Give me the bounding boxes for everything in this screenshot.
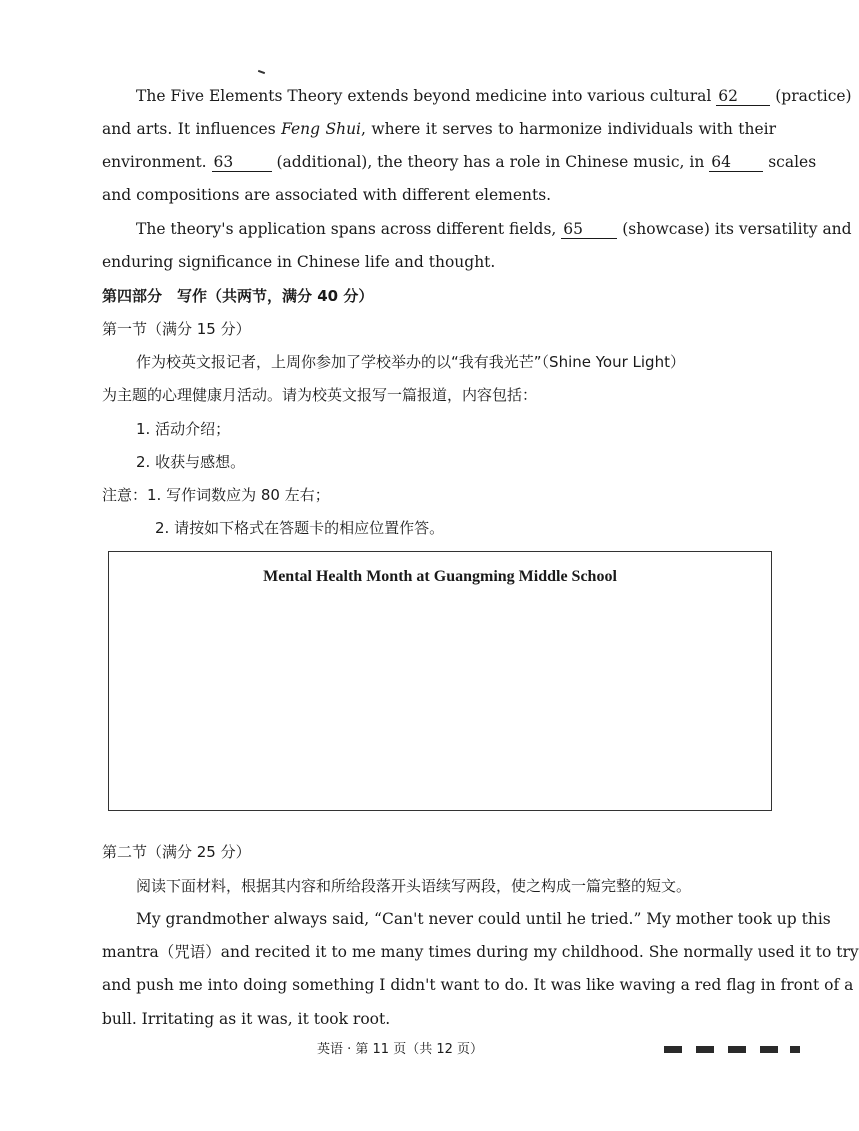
story-line-1: My grandmother always said, “Can't never could until he tried.” My mother took up this xyxy=(136,910,831,928)
task-item-1: 1. 活动介绍； xyxy=(136,420,231,438)
essay-answer-box[interactable] xyxy=(108,551,772,811)
page-footer: 英语 · 第 11 页（共 12 页） xyxy=(316,1042,483,1057)
passage-text: (showcase) its versatility and xyxy=(622,220,852,238)
passage-text: (additional), the theory has a role in Chinese music, in xyxy=(276,153,705,171)
passage-line-2 xyxy=(102,118,776,140)
blank-65[interactable]: 65 xyxy=(561,220,617,239)
section-two-instruction: 阅读下面材料，根据其内容和所给段落开头语续写两段，使之构成一篇完整的短文。 xyxy=(136,877,692,895)
footer-marker xyxy=(728,1046,746,1053)
passage-text: (practice) xyxy=(775,87,852,105)
task-line-1: 作为校英文报记者，上周你参加了学校举办的以“我有我光芒”（Shine Your Light） xyxy=(136,353,685,371)
passage-text: The theory's application spans across different fields, xyxy=(136,220,557,238)
footer-marker xyxy=(664,1046,682,1053)
story-line-2: mantra（咒语）and recited it to me many times during my childhood. She normally used it to try xyxy=(102,943,859,961)
story-line-3: and push me into doing something I didn't want to do. It was like waving a red flag in front of a xyxy=(102,976,854,994)
story-line-4: bull. Irritating as it was, it took root. xyxy=(102,1010,391,1028)
task-item-2: 2. 收获与感想。 xyxy=(136,453,246,471)
feng-shui-term: Feng Shui xyxy=(281,120,362,138)
passage-line-3 xyxy=(102,151,817,173)
essay-title: Mental Health Month at Guangming Middle School xyxy=(263,568,617,585)
scan-mark xyxy=(258,70,265,74)
passage-line-5 xyxy=(136,218,852,240)
footer-marker xyxy=(790,1046,800,1053)
passage-text: environment. xyxy=(102,153,207,171)
blank-62[interactable]: 62 xyxy=(716,87,770,106)
footer-marker xyxy=(760,1046,778,1053)
passage-text: The Five Elements Theory extends beyond medicine into various cultural xyxy=(136,87,712,105)
passage-line-1 xyxy=(136,85,852,107)
passage-line-4: and compositions are associated with different elements. xyxy=(102,186,552,204)
part-four-header: 第四部分 写作（共两节，满分 40 分） xyxy=(102,287,374,305)
note-line-1: 注意：1. 写作词数应为 80 左右； xyxy=(102,486,330,504)
passage-text: scales xyxy=(768,153,817,171)
section-one-title: 第一节（满分 15 分） xyxy=(102,320,251,338)
passage-text: , where it serves to harmonize individuals with their xyxy=(361,120,777,138)
blank-64[interactable]: 64 xyxy=(709,153,763,172)
passage-text: and arts. It influences xyxy=(102,120,276,138)
blank-63[interactable]: 63 xyxy=(212,153,272,172)
note-line-2: 2. 请按如下格式在答题卡的相应位置作答。 xyxy=(155,519,445,537)
section-two-title: 第二节（满分 25 分） xyxy=(102,843,251,861)
footer-marker xyxy=(696,1046,714,1053)
task-line-2: 为主题的心理健康月活动。请为校英文报写一篇报道，内容包括： xyxy=(102,386,538,404)
passage-line-6: enduring significance in Chinese life and thought. xyxy=(102,253,496,271)
